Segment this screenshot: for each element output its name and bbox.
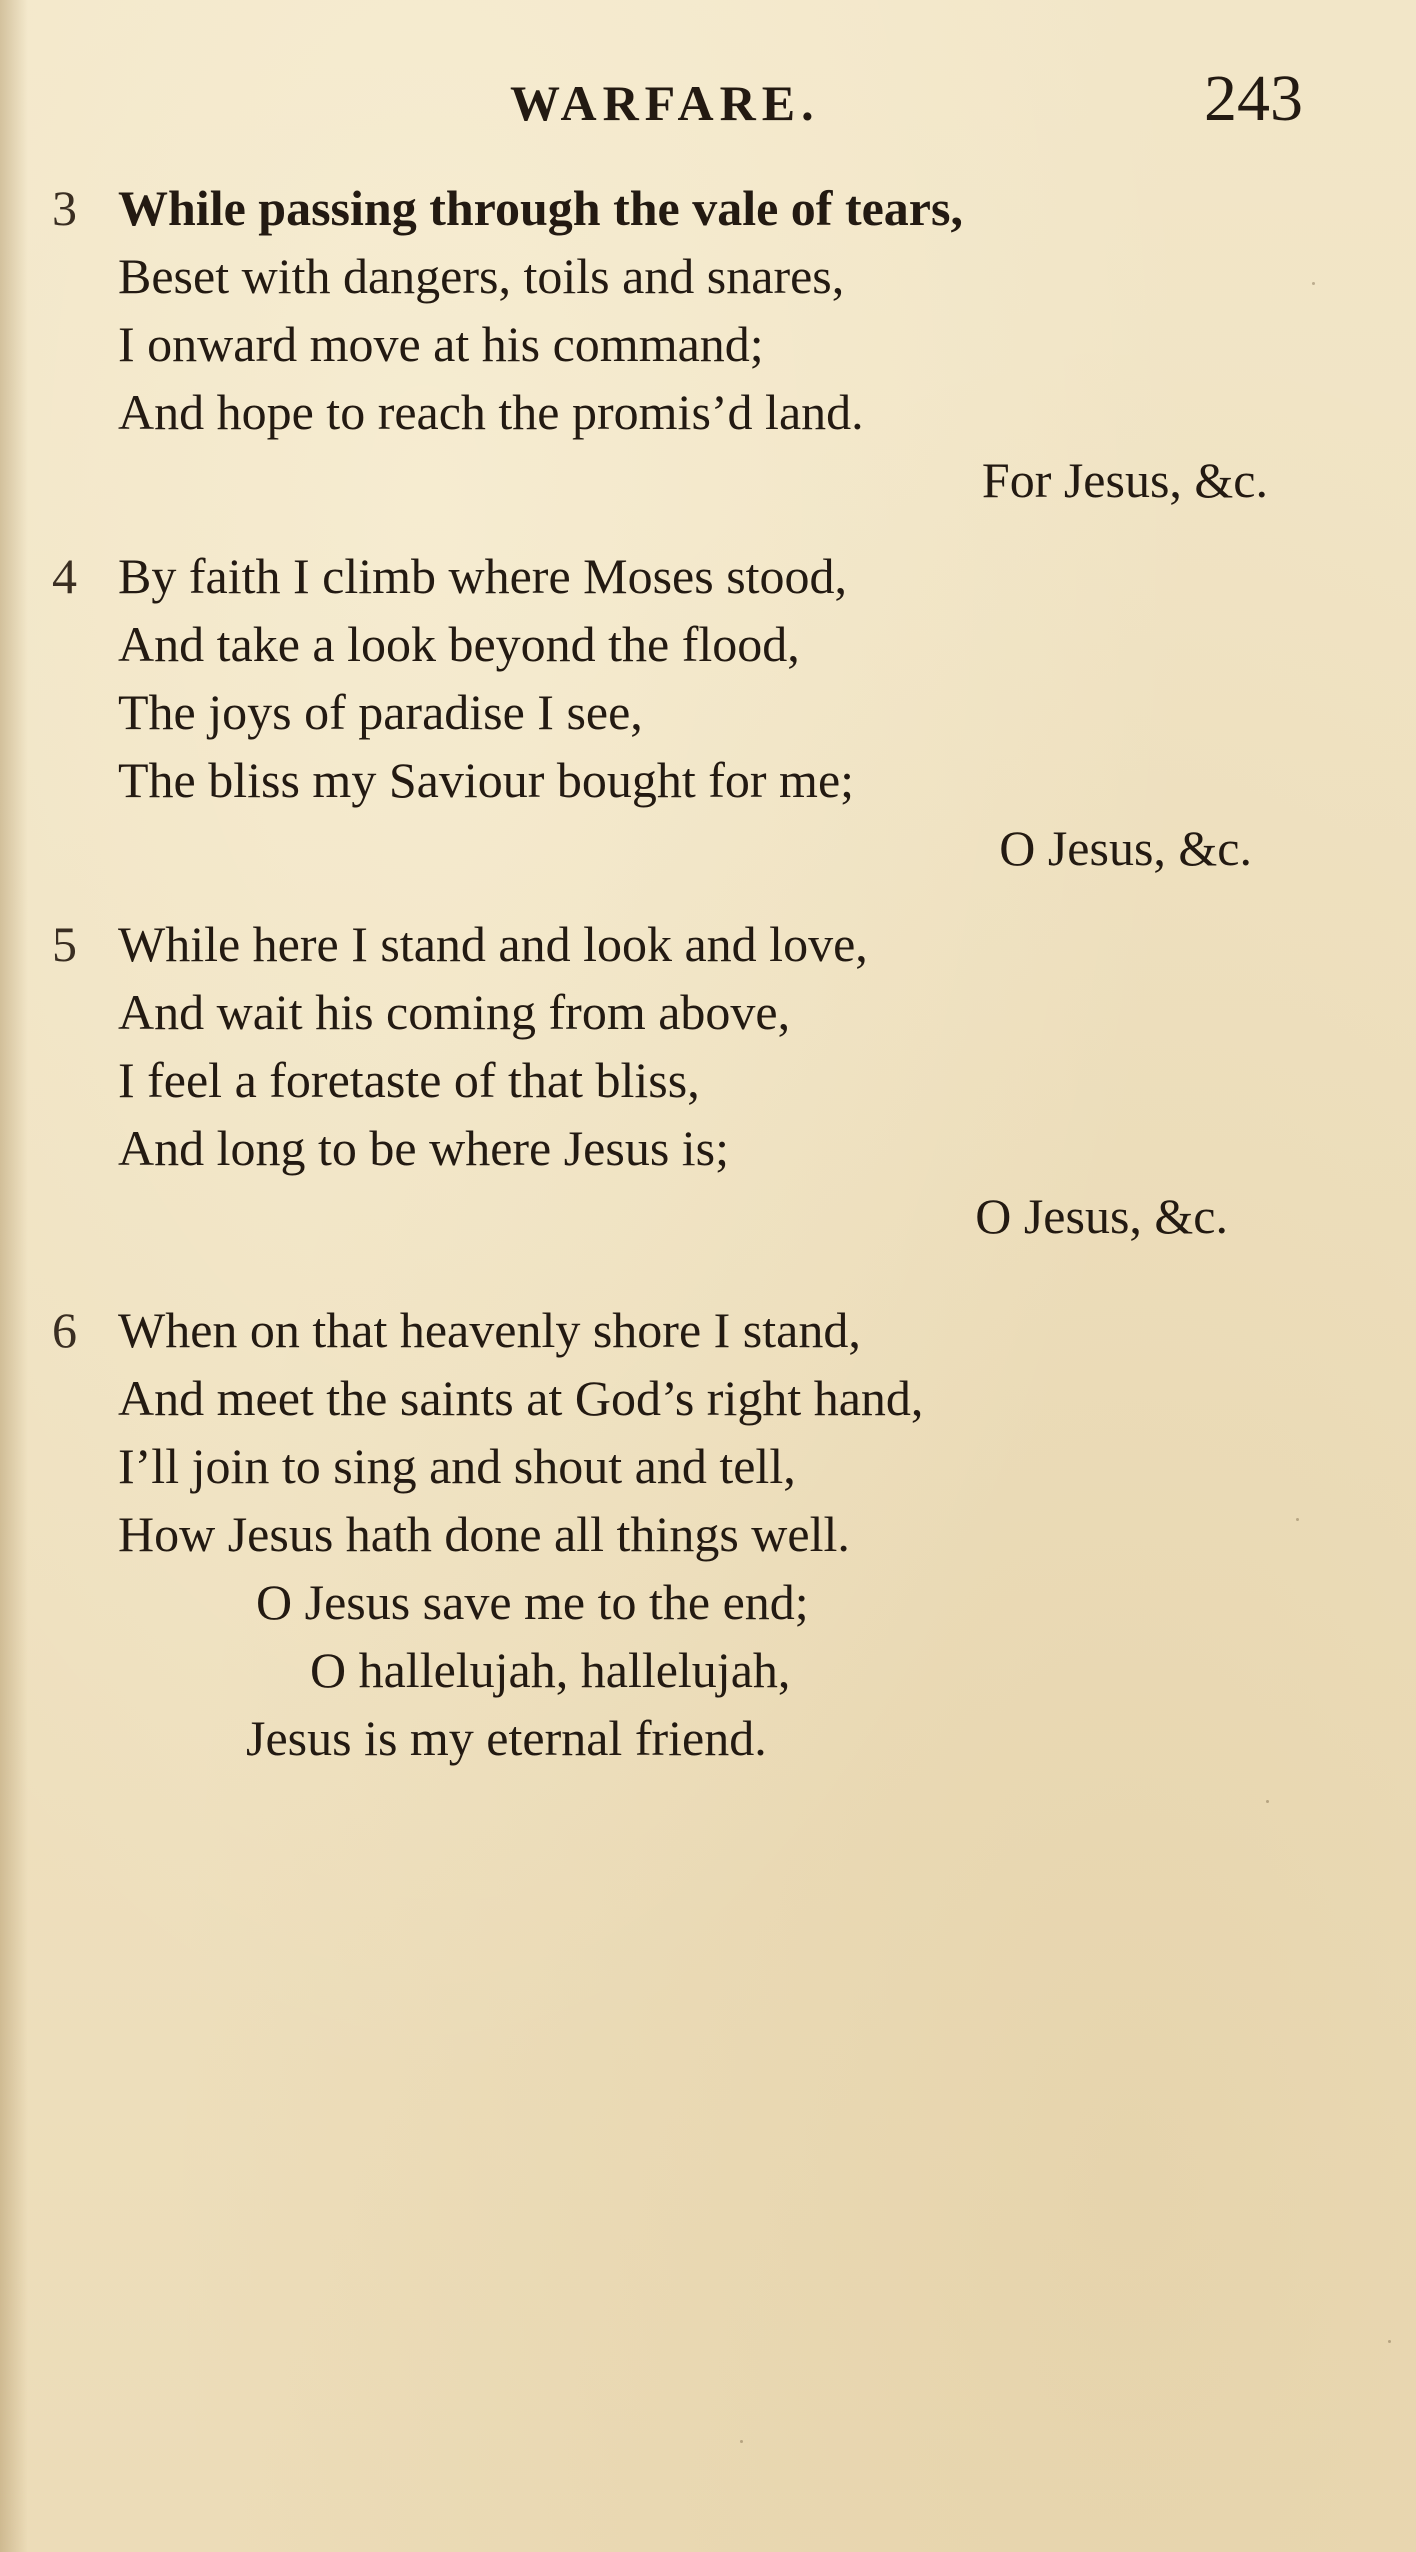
verse-line: How Jesus hath done all things well.: [118, 1506, 850, 1562]
page-edge-shadow: [0, 0, 28, 2552]
closing-line: O Jesus save me to the end;: [256, 1574, 809, 1630]
verse-line: The bliss my Saviour bought for me;: [118, 752, 855, 808]
verse-line: When on that heavenly shore I stand,: [118, 1302, 861, 1358]
verse-line: While here I stand and look and love,: [118, 916, 868, 972]
paper-speck: [740, 2440, 743, 2443]
page-number: 243: [1204, 62, 1303, 135]
verse-line: And wait his coming from above,: [118, 984, 791, 1040]
verse-line: By faith I climb where Moses stood,: [118, 548, 848, 604]
paper-speck: [1296, 1518, 1299, 1521]
verse-number: 6: [52, 1302, 77, 1358]
verse-line: And meet the saints at God’s right hand,: [118, 1370, 924, 1426]
verse-line: While passing through the vale of tears,: [118, 180, 963, 236]
verse-number: 4: [52, 548, 77, 604]
paper-speck: [1388, 2340, 1391, 2343]
refrain-line: O Jesus, &c.: [975, 1188, 1228, 1244]
verse-line: And take a look beyond the flood,: [118, 616, 800, 672]
verse-line: I feel a foretaste of that bliss,: [118, 1052, 700, 1108]
paper-speck: [1312, 282, 1315, 285]
closing-line: O hallelujah, hallelujah,: [310, 1642, 791, 1698]
verse-line: I’ll join to sing and shout and tell,: [118, 1438, 796, 1494]
paper-speck: [1266, 1800, 1269, 1803]
verse-number: 5: [52, 916, 77, 972]
verse-line: And hope to reach the promis’d land.: [118, 384, 864, 440]
running-head: WARFARE.: [510, 75, 820, 131]
verse-line: And long to be where Jesus is;: [118, 1120, 730, 1176]
closing-line: Jesus is my eternal friend.: [246, 1710, 767, 1766]
verse-number: 3: [52, 180, 77, 236]
refrain-line: O Jesus, &c.: [999, 820, 1252, 876]
verse-line: The joys of paradise I see,: [118, 684, 643, 740]
verse-line: I onward move at his command;: [118, 316, 764, 372]
refrain-line: For Jesus, &c.: [981, 452, 1268, 508]
verse-line: Beset with dangers, toils and snares,: [118, 248, 845, 304]
